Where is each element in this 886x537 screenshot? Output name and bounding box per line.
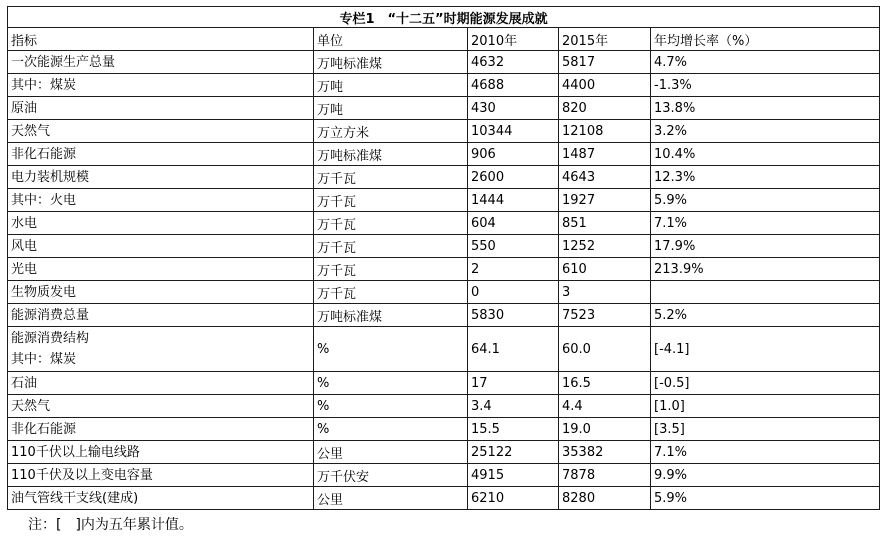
value-2010-cell: 4915 (468, 464, 559, 487)
indicator-label: 其中：火电 (11, 192, 77, 208)
table-row (8, 74, 880, 97)
value-2010-cell: 0 (468, 281, 559, 304)
value-2015-cell: 4643 (559, 166, 651, 189)
unit-cell: 万千瓦 (314, 212, 468, 235)
indicator-label: 能源消费结构 (11, 331, 90, 346)
value-2015-cell: 35382 (559, 441, 651, 464)
table-row (8, 372, 880, 395)
growth-cell: 9.9% (651, 464, 880, 487)
indicator-cell (8, 395, 314, 418)
value-2015-cell: 820 (559, 97, 651, 120)
growth-cell: 5.9% (651, 189, 880, 212)
indicator-cell (8, 281, 314, 304)
indicator-label: 水电 (11, 215, 38, 231)
value-2010-cell: 6210 (468, 487, 559, 510)
table-row (8, 120, 880, 143)
value-2010-cell: 4688 (468, 74, 559, 97)
growth-cell: 213.9% (651, 258, 880, 281)
indicator-label: 光电 (11, 261, 38, 277)
indicator-cell (8, 97, 314, 120)
indicator-label: 非化石能源 (11, 421, 77, 437)
table-header-row (8, 28, 880, 51)
value-2010-cell: 5830 (468, 304, 559, 327)
indicator-label: 其中：煤炭 (11, 77, 77, 93)
table-title: 专栏1 “十二五”时期能源发展成就 (8, 7, 880, 28)
unit-cell: 万千瓦 (314, 258, 468, 281)
value-2010-cell: 2 (468, 258, 559, 281)
value-2015-cell: 1252 (559, 235, 651, 258)
col-header-2010: 2010年 (468, 28, 559, 51)
growth-cell: [-0.5] (651, 372, 880, 395)
unit-cell: % (314, 395, 468, 418)
indicator-label: 天然气 (11, 398, 51, 414)
indicator-label: 110千伏以上输电线路 (11, 444, 140, 460)
indicator-cell (8, 304, 314, 327)
growth-cell: 10.4% (651, 143, 880, 166)
value-2010-cell: 4632 (468, 51, 559, 74)
indicator-label: 能源消费总量 (11, 307, 90, 323)
growth-cell: 5.2% (651, 304, 880, 327)
table-row (8, 235, 880, 258)
table-row (8, 418, 880, 441)
indicator-cell (8, 327, 314, 372)
indicator-label: 油气管线干支线(建成) (11, 490, 139, 506)
col-header-growth-rate: 年均增长率（%） (651, 28, 880, 51)
indicator-label: 非化石能源 (11, 146, 77, 162)
value-2010-cell: 17 (468, 372, 559, 395)
indicator-label: 电力装机规模 (11, 169, 90, 185)
indicator-cell (8, 372, 314, 395)
table-row (8, 258, 880, 281)
value-2015-cell: 610 (559, 258, 651, 281)
energy-table-body (8, 51, 880, 510)
indicator-cell (8, 441, 314, 464)
indicator-cell (8, 143, 314, 166)
indicator-label: 生物质发电 (11, 284, 77, 300)
table-row (8, 281, 880, 304)
indicator-label: 一次能源生产总量 (11, 54, 116, 70)
table-row (8, 51, 880, 74)
value-2010-cell: 10344 (468, 120, 559, 143)
unit-cell: 万千瓦 (314, 235, 468, 258)
indicator-sublabel: 其中：煤炭 (11, 352, 77, 367)
value-2010-cell: 25122 (468, 441, 559, 464)
indicator-cell (8, 212, 314, 235)
table-row (8, 143, 880, 166)
growth-cell: 13.8% (651, 97, 880, 120)
col-header-unit: 单位 (314, 28, 468, 51)
value-2010-cell: 1444 (468, 189, 559, 212)
indicator-cell (8, 51, 314, 74)
value-2015-cell: 1927 (559, 189, 651, 212)
table-row (8, 304, 880, 327)
value-2015-cell: 4400 (559, 74, 651, 97)
table-row (8, 166, 880, 189)
growth-cell: 5.9% (651, 487, 880, 510)
growth-cell: [1.0] (651, 395, 880, 418)
unit-cell: 万吨 (314, 97, 468, 120)
table-row (8, 395, 880, 418)
unit-cell: 万立方米 (314, 120, 468, 143)
unit-cell: 公里 (314, 487, 468, 510)
table-row (8, 327, 880, 372)
indicator-cell (8, 189, 314, 212)
value-2015-cell: 19.0 (559, 418, 651, 441)
value-2015-cell: 12108 (559, 120, 651, 143)
indicator-cell (8, 418, 314, 441)
growth-cell: [-4.1] (651, 327, 880, 372)
value-2015-cell: 7878 (559, 464, 651, 487)
unit-cell: % (314, 372, 468, 395)
value-2015-cell: 3 (559, 281, 651, 304)
value-2010-cell: 906 (468, 143, 559, 166)
unit-cell: 万千瓦 (314, 189, 468, 212)
unit-cell: % (314, 327, 468, 372)
unit-cell: 万吨标准煤 (314, 304, 468, 327)
value-2010-cell: 64.1 (468, 327, 559, 372)
value-2015-cell: 16.5 (559, 372, 651, 395)
col-header-indicator: 指标 (8, 28, 314, 51)
indicator-cell (8, 166, 314, 189)
indicator-label: 110千伏及以上变电容量 (11, 467, 153, 483)
growth-cell: 17.9% (651, 235, 880, 258)
indicator-cell (8, 258, 314, 281)
value-2010-cell: 2600 (468, 166, 559, 189)
growth-cell: 7.1% (651, 212, 880, 235)
growth-cell: 3.2% (651, 120, 880, 143)
unit-cell: % (314, 418, 468, 441)
value-2015-cell: 8280 (559, 487, 651, 510)
indicator-label: 石油 (11, 375, 38, 391)
growth-cell (651, 281, 880, 304)
value-2010-cell: 550 (468, 235, 559, 258)
indicator-label: 风电 (11, 238, 38, 254)
unit-cell: 万吨标准煤 (314, 143, 468, 166)
value-2010-cell: 430 (468, 97, 559, 120)
indicator-cell (8, 487, 314, 510)
indicator-label: 天然气 (11, 123, 51, 139)
unit-cell: 万千瓦 (314, 281, 468, 304)
unit-cell: 万千瓦 (314, 166, 468, 189)
value-2015-cell: 4.4 (559, 395, 651, 418)
growth-cell: 7.1% (651, 441, 880, 464)
indicator-cell (8, 74, 314, 97)
value-2015-cell: 1487 (559, 143, 651, 166)
unit-cell: 公里 (314, 441, 468, 464)
table-row (8, 97, 880, 120)
col-header-2015: 2015年 (559, 28, 651, 51)
table-title-row (8, 7, 880, 28)
indicator-cell (8, 120, 314, 143)
indicator-cell (8, 235, 314, 258)
unit-cell: 万吨 (314, 74, 468, 97)
footnote: 注：[ ]内为五年累计值。 (28, 517, 193, 533)
indicator-cell (8, 464, 314, 487)
growth-cell: 12.3% (651, 166, 880, 189)
table-row (8, 464, 880, 487)
value-2015-cell: 5817 (559, 51, 651, 74)
value-2010-cell: 15.5 (468, 418, 559, 441)
growth-cell: -1.3% (651, 74, 880, 97)
table-row (8, 189, 880, 212)
table-row (8, 441, 880, 464)
value-2015-cell: 60.0 (559, 327, 651, 372)
unit-cell: 万千伏安 (314, 464, 468, 487)
table-row (8, 212, 880, 235)
growth-cell: [3.5] (651, 418, 880, 441)
table-row (8, 487, 880, 510)
value-2010-cell: 604 (468, 212, 559, 235)
energy-table (7, 6, 880, 510)
value-2015-cell: 7523 (559, 304, 651, 327)
indicator-label: 原油 (11, 100, 38, 116)
growth-cell: 4.7% (651, 51, 880, 74)
value-2015-cell: 851 (559, 212, 651, 235)
unit-cell: 万吨标准煤 (314, 51, 468, 74)
value-2010-cell: 3.4 (468, 395, 559, 418)
